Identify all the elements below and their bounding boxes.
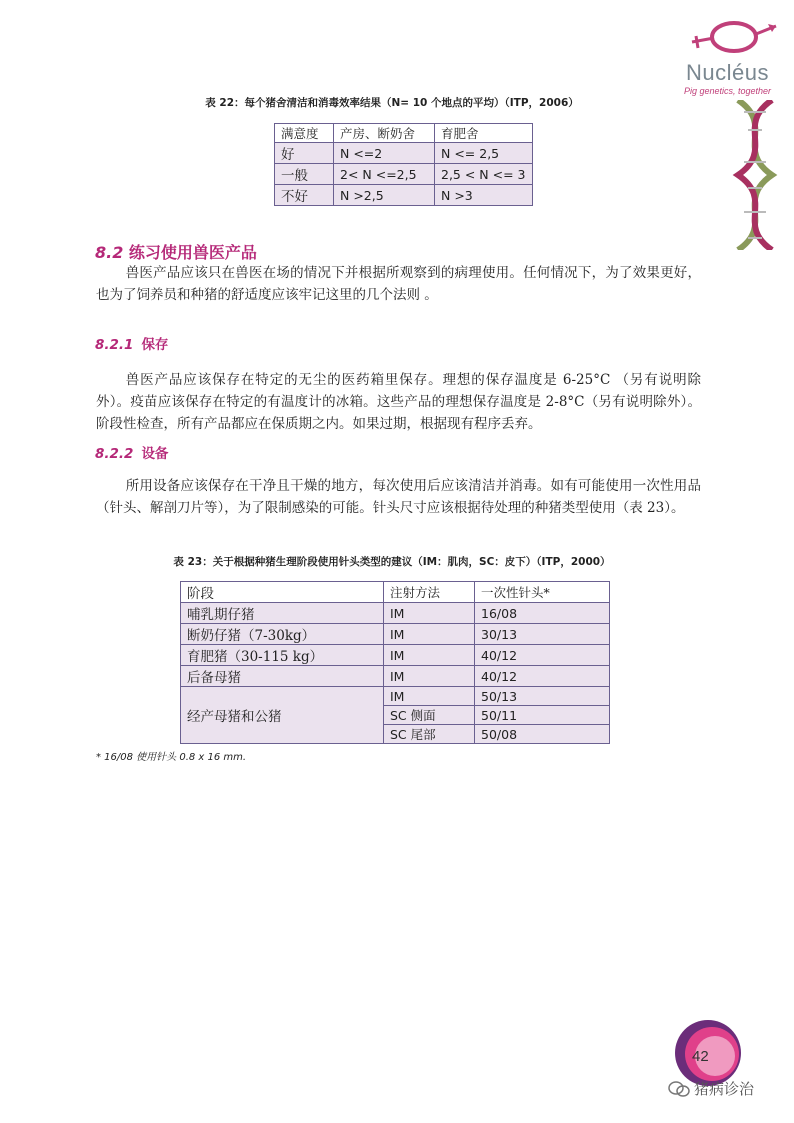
table-cell: 好: [275, 143, 334, 164]
subsection-heading-equipment: [95, 442, 168, 462]
table-header-cell: 满意度: [275, 124, 334, 143]
subsection-title: 保存: [141, 337, 169, 353]
subsection-heading-storage: [95, 333, 168, 353]
table-cell: N <= 2,5: [435, 143, 533, 164]
table-row: [275, 164, 533, 185]
dna-helix-icon: [730, 100, 780, 250]
table-cell: N >2,5: [334, 185, 435, 206]
subsection-number: 8.2.1: [95, 337, 134, 353]
table-cell: IM: [384, 603, 475, 624]
table-cell: SC 侧面: [384, 706, 475, 725]
table-row: [181, 624, 610, 645]
table-cell: IM: [384, 666, 475, 687]
table-cell: 50/13: [475, 687, 610, 706]
table-cell: 50/08: [475, 725, 610, 744]
table-row: [181, 666, 610, 687]
wechat-icon: [668, 1080, 690, 1098]
table-header-cell: 注射方法: [384, 582, 475, 603]
table-cell: 育肥猪（30-115 kg）: [181, 645, 384, 666]
table-cell: IM: [384, 645, 475, 666]
table-cell: N <=2: [334, 143, 435, 164]
table-cell: 40/12: [475, 666, 610, 687]
table-cell: 40/12: [475, 645, 610, 666]
logo-tagline: Pig genetics, together: [684, 86, 772, 96]
table-header-row: [181, 582, 610, 603]
watermark-text: 猪病诊治: [694, 1080, 755, 1098]
table-cell: 后备母猪: [181, 666, 384, 687]
subsection-number: 8.2.2: [95, 446, 134, 462]
table-group-cell: 经产母猪和公猪: [181, 687, 384, 744]
table-cell: 不好: [275, 185, 334, 206]
table23-footnote: * 16/08 使用针头 0.8 x 16 mm.: [96, 752, 247, 763]
table-header-cell: 产房、断奶舍: [334, 124, 435, 143]
logo-name: Nucléus: [686, 60, 769, 85]
section-title: 练习使用兽医产品: [128, 243, 257, 262]
table-cell: 一般: [275, 164, 334, 185]
storage-paragraph: 兽医产品应该保存在特定的无尘的医药箱里保存。理想的保存温度是 6-25°C （另有说明除外）。疫苗应该保存在特定的有温度计的冰箱。这些产品的理想保存温度是 2-8°C（另有说明除外）。阶段性检查，所有产品都应在保质期之内。如果过期，根据现有程序丢弃。: [96, 372, 701, 432]
table-cell: 50/11: [475, 706, 610, 725]
subsection-title: 设备: [141, 446, 169, 462]
table-cell: SC 尾部: [384, 725, 475, 744]
table-row: [275, 143, 533, 164]
table-row: [181, 645, 610, 666]
section-number: 8.2: [95, 243, 124, 262]
table-header-cell: 阶段: [181, 582, 384, 603]
table-cell: IM: [384, 687, 475, 706]
table-cell: 断奶仔猪（7-30kg）: [181, 624, 384, 645]
table22-caption: 表 22：每个猪舍清洁和消毒效率结果（N= 10 个地点的平均）（ITP，2006）: [205, 97, 579, 109]
section-heading: [95, 240, 257, 263]
table-cell: 2< N <=2,5: [334, 164, 435, 185]
table-cell: 30/13: [475, 624, 610, 645]
table-cell: 16/08: [475, 603, 610, 624]
table23-caption: 表 23：关于根据种猪生理阶段使用针头类型的建议（IM：肌肉，SC：皮下）（ITP，2000）: [173, 556, 611, 568]
table-cell: 哺乳期仔猪: [181, 603, 384, 624]
table-row: [275, 185, 533, 206]
watermark: [668, 1078, 754, 1099]
table-cell: 2,5 < N <= 3: [435, 164, 533, 185]
table-row: [181, 603, 610, 624]
table-header-row: [275, 124, 533, 143]
page-number: 42: [692, 1048, 709, 1065]
table-header-cell: 育肥舍: [435, 124, 533, 143]
table-cell: N >3: [435, 185, 533, 206]
table-header-cell: 一次性针头*: [475, 582, 610, 603]
table-row: [181, 687, 610, 706]
table-cell: IM: [384, 624, 475, 645]
equipment-paragraph: 所用设备应该保存在干净且干燥的地方，每次使用后应该清洁并消毒。如有可能使用一次性用品（针头、解剖刀片等），为了限制感染的可能。针头尺寸应该根据待处理的种猪类型使用（表 23）。: [96, 478, 701, 516]
logo-symbol-icon: [684, 12, 784, 62]
nucleus-logo: [684, 12, 784, 102]
table23: [180, 581, 610, 744]
section-intro-paragraph: 兽医产品应该只在兽医在场的情况下并根据所观察到的病理使用。任何情况下，为了效果更好，也为了饲养员和种猪的舒适度应该牢记这里的几个法则 。: [96, 265, 701, 303]
table22: [274, 123, 533, 206]
